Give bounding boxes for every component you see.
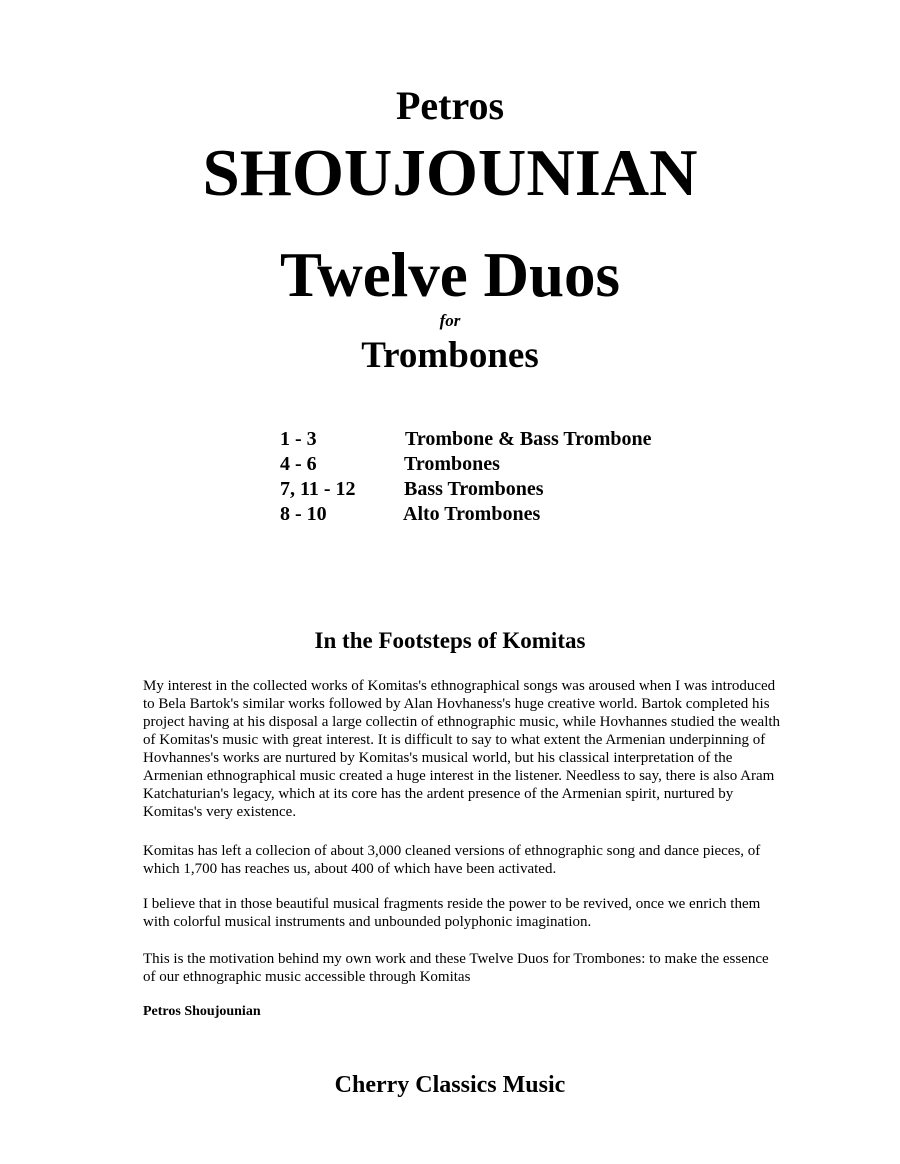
assignment-instrument: Alto Trombones [403,503,541,525]
page-title: Twelve Duos [279,240,621,310]
essay-paragraph: My interest in the collected works of Komitas's ethnographical songs was aroused when I was introduced to Bela Bartok's similar works followed by Alan Hovhaness's huge creative world. Bartok completed his project having at his disposal a large collectin of ethnographic music, while Hovhannes studied the wealth of Komitas's music with great interest. It is difficult to say to what extent the Armenian underpinning of Hovhannes's works are nurtured by Komitas's musical world, but his classical interpretation of the Armenian ethnographical music created a huge interest in the listener. Needless to say, there is also Aram Katchaturian's legacy, which at its core has the ardent presence of the Armenian spirit, nurtured by Komitas's very existence. [143,678,781,820]
assignment-range: 7, 11 - 12 [280,478,356,500]
publisher-name: Cherry Classics Music [334,1072,566,1098]
essay-heading: In the Footsteps of Komitas [314,628,586,653]
essay-paragraph: This is the motivation behind my own work and these Twelve Duos for Trombones: to make the essence of our ethnographic music accessible through Komitas [143,951,769,985]
composer-first-name: Petros [395,83,505,128]
assignment-instrument: Trombone & Bass Trombone [405,428,652,450]
author-signature: Petros Shoujounian [143,1004,261,1019]
assignment-range: 8 - 10 [280,503,327,525]
essay-paragraph: I believe that in those beautiful musical fragments reside the power to be revived, once we enrich them with colorful musical instruments and unbounded polyphonic imagination. [143,896,761,930]
assignment-instrument: Trombones [404,453,500,475]
assignment-range: 4 - 6 [280,453,317,475]
essay-paragraph: Komitas has left a collecion of about 3,000 cleaned versions of ethnographic song and dance pieces, of which 1,700 has reaches us, about 400 of which have been activated. [143,843,761,877]
for-word: for [439,311,461,330]
assignment-instrument: Bass Trombones [404,478,544,500]
composer-last-name: SHOUJOUNIAN [202,136,698,210]
assignment-range: 1 - 3 [280,428,317,450]
instrument-title: Trombones [361,335,539,376]
